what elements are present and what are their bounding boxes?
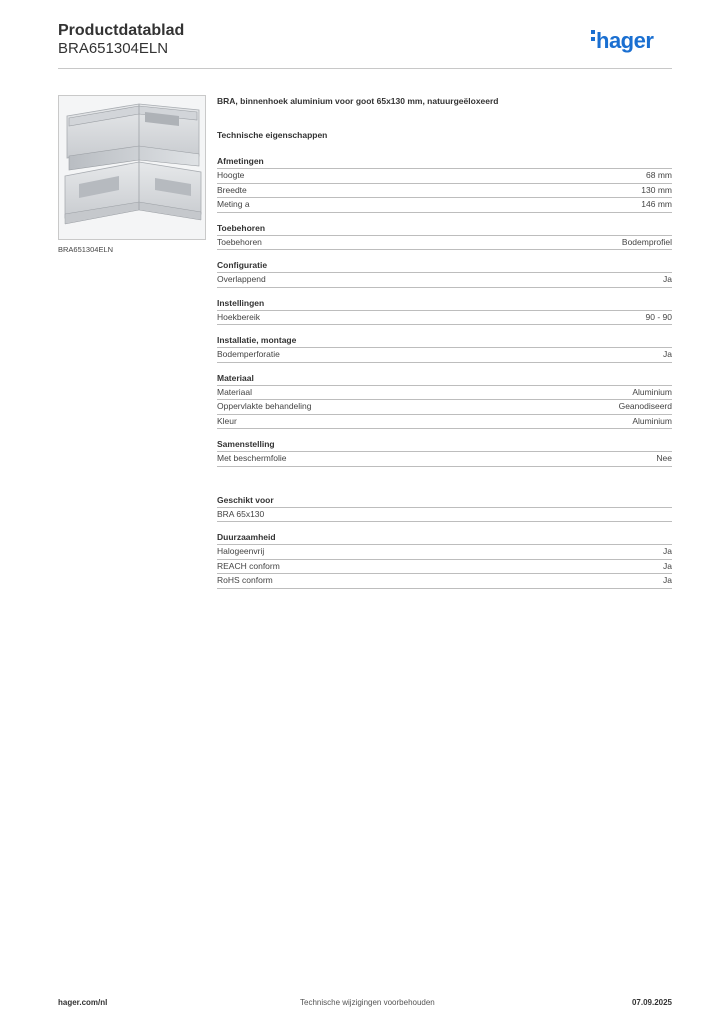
row-value: Ja [663, 546, 672, 556]
section-installatie [217, 325, 672, 363]
section-title: Materiaal [217, 363, 672, 386]
footer-website-link[interactable]: hager.com/nl [58, 998, 108, 1007]
row-value: Nee [656, 453, 672, 463]
row-value: Ja [663, 560, 672, 571]
table-row [217, 184, 672, 199]
table-row [217, 273, 672, 288]
row-value: Aluminium [632, 415, 672, 426]
row-value: Aluminium [632, 386, 672, 397]
row-label: Materiaal [217, 386, 252, 397]
section-title: Geschikt voor [217, 485, 672, 508]
row-value: 90 - 90 [645, 311, 672, 322]
row-label: Meting a [217, 199, 250, 209]
section-configuratie [217, 250, 672, 288]
row-value: Ja [663, 274, 672, 284]
table-row [217, 508, 672, 523]
section-samenstelling [217, 429, 672, 467]
table-row [217, 415, 672, 430]
row-label: Halogeenvrij [217, 546, 265, 556]
hager-logo[interactable] [591, 28, 653, 54]
row-label: BRA 65x130 [217, 508, 265, 519]
table-row [217, 169, 672, 184]
row-value: Ja [663, 575, 672, 585]
footer-date: 07.09.2025 [631, 998, 672, 1007]
table-row [217, 311, 672, 326]
header-divider [58, 68, 672, 69]
table-row [217, 400, 672, 415]
row-label: Overlappend [217, 274, 266, 284]
logo-text: hager [596, 28, 654, 53]
table-row [217, 545, 672, 560]
section-title: Toebehoren [217, 213, 672, 236]
section-materiaal [217, 363, 672, 430]
table-row [217, 236, 672, 251]
row-label: Kleur [217, 415, 237, 426]
row-label: Met beschermfolie [217, 453, 287, 463]
row-label: Toebehoren [217, 236, 262, 247]
section-geschikt-voor [217, 485, 672, 523]
section-instellingen [217, 288, 672, 326]
table-row [217, 452, 672, 467]
table-row [217, 348, 672, 363]
row-label: RoHS conform [217, 575, 273, 585]
row-label: Hoogte [217, 170, 245, 180]
corner-trunking-image [59, 96, 205, 239]
row-value: 146 mm [641, 199, 672, 209]
product-image [58, 95, 206, 240]
table-row [217, 386, 672, 401]
footer-notice: Technische wijzigingen voorbehouden [300, 998, 435, 1007]
table-row [217, 560, 672, 575]
row-label: REACH conform [217, 560, 280, 571]
section-title: Samenstelling [217, 429, 672, 452]
row-label: Hoekbereik [217, 311, 260, 322]
section-duurzaamheid [217, 522, 672, 589]
row-value: 68 mm [646, 170, 672, 180]
row-label: Breedte [217, 184, 247, 195]
row-value: 130 mm [641, 184, 672, 195]
section-title: Configuratie [217, 250, 672, 273]
tech-properties-title: Technische eigenschappen [217, 130, 328, 140]
image-caption: BRA651304ELN [58, 245, 114, 254]
section-spacer [217, 467, 672, 485]
table-row [217, 198, 672, 213]
product-content [217, 96, 672, 589]
row-label: Bodemperforatie [217, 349, 280, 359]
section-title: Duurzaamheid [217, 522, 672, 545]
row-label: Oppervlakte behandeling [217, 401, 312, 411]
section-title: Afmetingen [217, 146, 672, 169]
table-row [217, 574, 672, 589]
section-afmetingen [217, 146, 672, 213]
product-description: BRA, binnenhoek aluminium voor goot 65x130 mm, natuurgeëloxeerd [217, 96, 499, 106]
logo-dots-icon [591, 30, 595, 44]
row-value: Geanodiseerd [618, 401, 672, 411]
row-value: Bodemprofiel [621, 236, 672, 247]
section-title: Installatie, montage [217, 325, 672, 348]
row-value: Ja [663, 349, 672, 359]
page-title: Productdatablad [58, 22, 185, 39]
section-toebehoren [217, 213, 672, 251]
section-title: Instellingen [217, 288, 672, 311]
product-code: BRA651304ELN [58, 40, 169, 57]
